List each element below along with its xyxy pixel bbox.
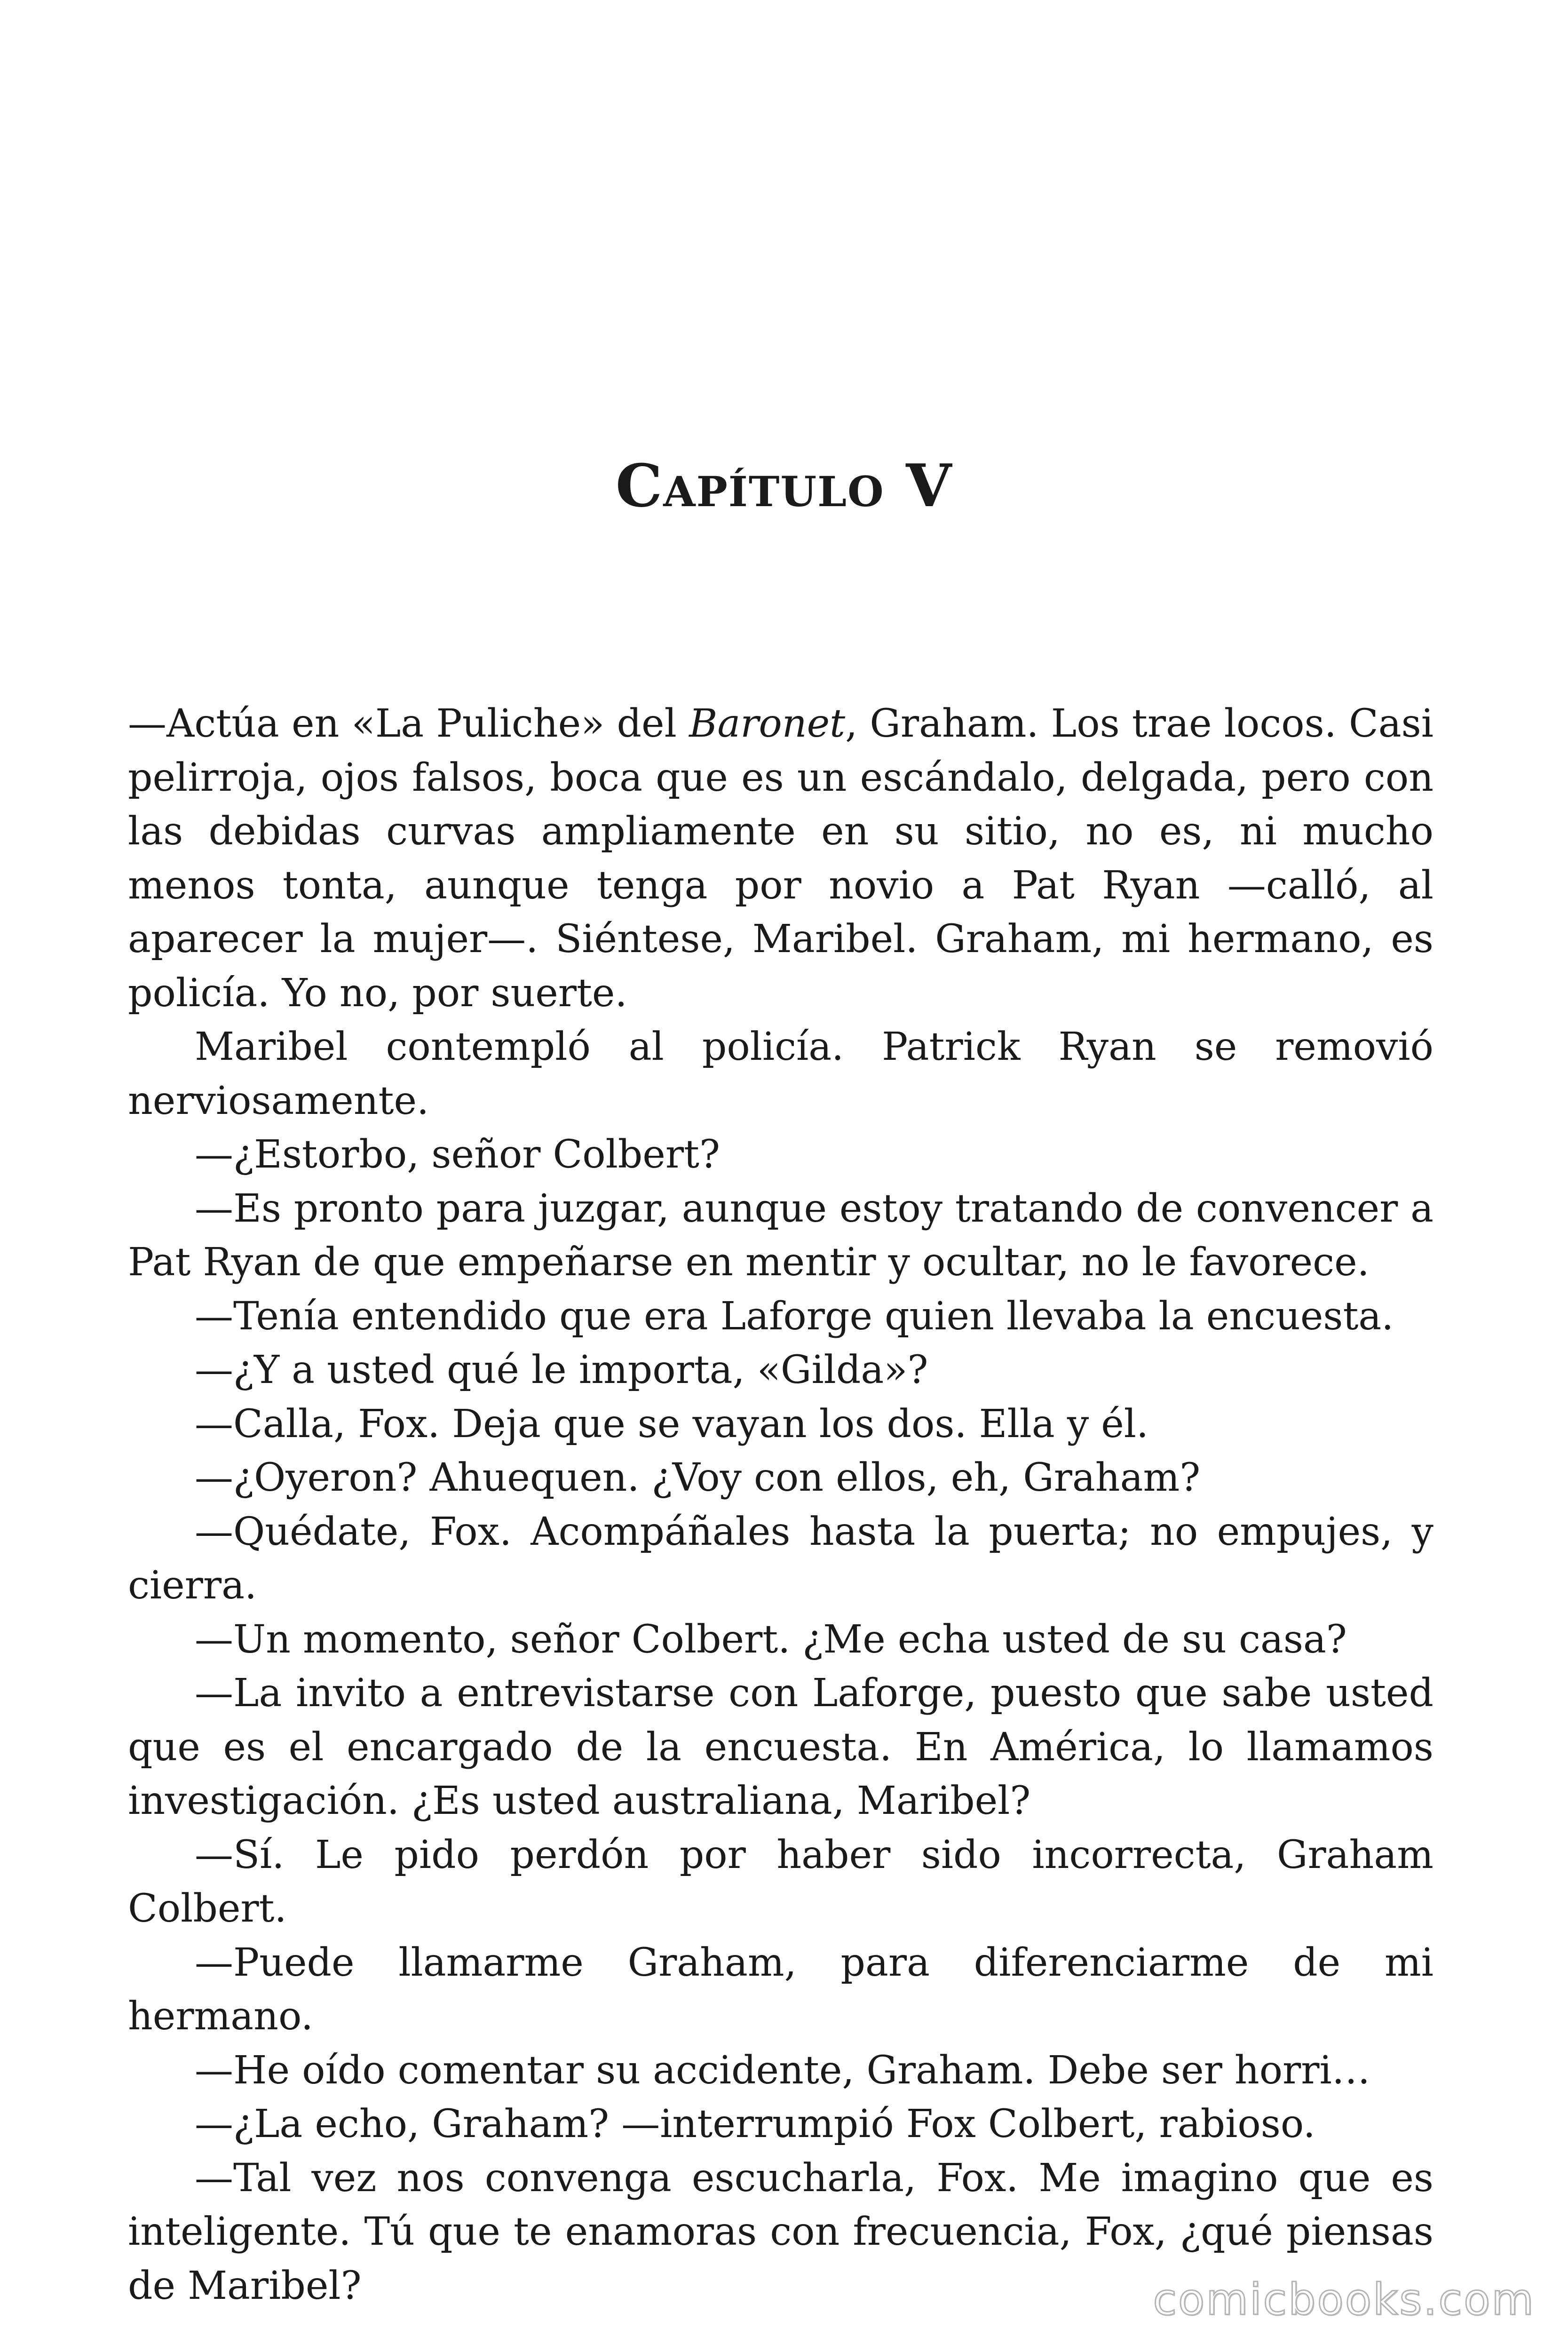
body-text	[128, 697, 1433, 2313]
paragraph: —Puede llamarme Graham, para diferenciarme de mi hermano.	[128, 1940, 1433, 2039]
paragraph: —¿Oyeron? Ahuequen. ¿Voy con ellos, eh, Graham?	[195, 1455, 1201, 1500]
paragraph-text: , Graham. Los trae locos. Casi pelirroja, ojos falsos, boca que es un escándalo, delgada, pero con las debidas curvas ampliamente en su sitio, no es, ni mucho menos tonta, aunque tenga por novio a Pat Ryan —calló, al aparecer la mujer—. Siéntese, Maribel. Graham, mi hermano, es policía. Yo no, por suerte.	[128, 701, 1433, 1016]
emphasized-text: Baronet	[689, 701, 846, 746]
watermark-logo: comicbooks.com	[1153, 2274, 1535, 2325]
paragraph: —Calla, Fox. Deja que se vayan los dos. Ella y él.	[195, 1401, 1149, 1446]
paragraph: —Quédate, Fox. Acompáñales hasta la puerta; no empujes, y cierra.	[128, 1509, 1433, 1608]
paragraph: —Un momento, señor Colbert. ¿Me echa usted de su casa?	[195, 1617, 1347, 1662]
paragraph: —Es pronto para juzgar, aunque estoy tratando de convencer a Pat Ryan de que empeñarse en mentir y ocultar, no le favorece.	[128, 1186, 1433, 1285]
paragraph: —¿Estorbo, señor Colbert?	[195, 1132, 720, 1177]
paragraph: —Tal vez nos convenga escucharla, Fox. Me imagino que es inteligente. Tú que te enamoras con frecuencia, Fox, ¿qué piensas de Maribel?	[128, 2155, 1433, 2308]
paragraph: —¿La echo, Graham? —interrumpió Fox Colbert, rabioso.	[195, 2102, 1315, 2146]
paragraph: —Tenía entendido que era Laforge quien llevaba la encuesta.	[195, 1294, 1394, 1339]
paragraph: —¿Y a usted qué le importa, «Gilda»?	[195, 1348, 928, 1392]
chapter-title: Capítulo V	[615, 452, 953, 520]
paragraph: —He oído comentar su accidente, Graham. Debe ser horri…	[195, 2048, 1370, 2093]
paragraph-text: —Actúa en «La Puliche» del	[128, 701, 689, 746]
paragraph: —Sí. Le pido perdón por haber sido incorrecta, Graham Colbert.	[128, 1832, 1433, 1931]
paragraph: —La invito a entrevistarse con Laforge, puesto que sabe usted que es el encargado de la encuesta. En América, lo llamamos investigación. ¿Es usted australiana, Maribel?	[128, 1671, 1433, 1823]
paragraph	[128, 697, 1433, 1020]
paragraph: Maribel contempló al policía. Patrick Ryan se removió nerviosamente.	[128, 1025, 1433, 1123]
